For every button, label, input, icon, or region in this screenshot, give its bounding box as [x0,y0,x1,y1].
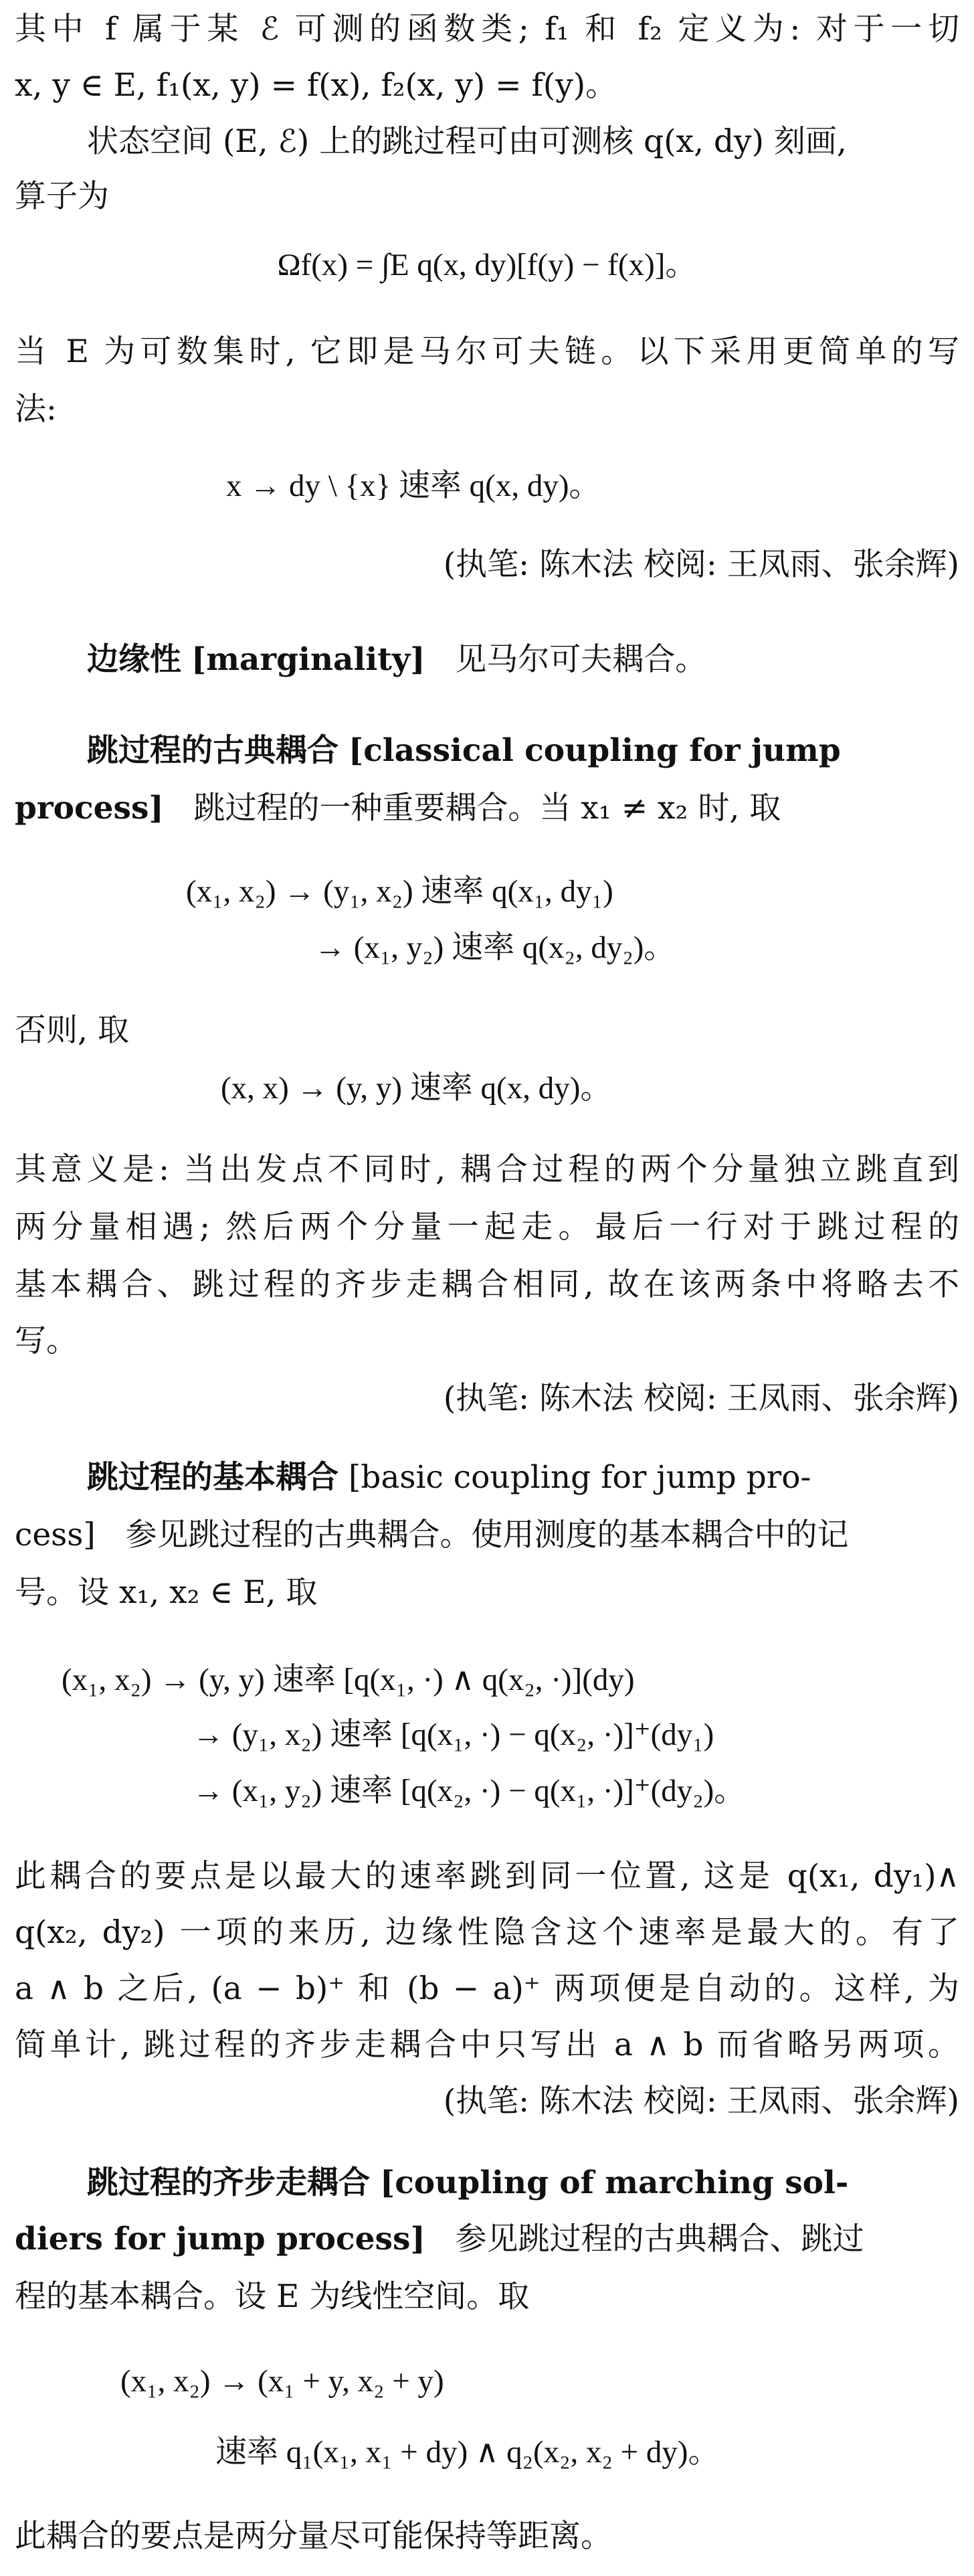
display-equation: 速率 q₁(x₁, x₁ + dy) ∧ q₂(x₂, x₂ + dy)。 [215,2435,720,2470]
credit-line: (执笔: 陈木法 校阅: 王凤雨、张余辉) [443,1380,959,1417]
text-line: 简单计, 跳过程的齐步走耦合中只写出 a ∧ b 而省略另两项。 [15,2027,959,2063]
entry-heading [87,636,959,684]
text-line: 否则, 取 [15,1012,129,1049]
entry-title-cn: 跳过程的齐步走耦合 [87,2164,370,2201]
text-line [15,2215,959,2263]
entry-title-cn: 边缘性 [87,641,181,678]
text-line: q(x₂, dy₂) 一项的来历, 边缘性隐含这个速率是最大的。有了 [15,1914,959,1951]
credit-line: (执笔: 陈木法 校阅: 王凤雨、张余辉) [443,2083,959,2120]
text-line: 状态空间 (E, ℰ) 上的跳过程可由可测核 q(x, dy) 刻画, [87,123,847,160]
text-line: 当 E 为可数集时, 它即是马尔可夫链。以下采用更简单的写 [15,333,959,370]
entry-heading [87,1454,959,1502]
text-line: 其中 f 属于某 ℰ 可测的函数类; f₁ 和 f₂ 定义为: 对于一切 [15,11,959,48]
entry-body: 跳过程的一种重要耦合。当 x₁ ≠ x₂ 时, 取 [193,790,781,827]
text-line [15,784,959,833]
entry-title-en: [classical coupling for jump [348,732,841,769]
text-line: 两分量相遇; 然后两个分量一起走。最后一行对于跳过程的 [15,1209,959,1246]
entry-title-en: process] [15,790,164,827]
text-line: 号。设 x₁, x₂ ∈ E, 取 [15,1574,318,1611]
text-line: 算子为 [15,178,109,215]
entry-heading [87,2159,959,2207]
entry-heading [87,727,959,775]
display-equation: Ωf(x) = ∫E q(x, dy)[f(y) − f(x)]。 [277,248,697,282]
text-line: 其意义是: 当出发点不同时, 耦合过程的两个分量独立跳直到 [15,1151,959,1188]
display-equation: (x, x) → (y, y) 速率 q(x, dy)。 [221,1071,612,1106]
text-line: x, y ∈ E, f₁(x, y) = f(x), f₂(x, y) = f(y)。 [15,67,617,104]
text-line [15,1511,959,1559]
entry-title-cn: 跳过程的基本耦合 [87,1459,338,1496]
display-equation: → (y₁, x₂) 速率 [q(x₁, ·) − q(x₂, ·)]⁺(dy₁) [193,1717,714,1752]
text-line: 写。 [15,1322,78,1359]
display-equation: x → dy \ {x} 速率 q(x, dy)。 [226,468,601,503]
credit-line: (执笔: 陈木法 校阅: 王凤雨、张余辉) [443,546,959,583]
text-line: 法: [15,391,57,428]
entry-title-cn: 跳过程的古典耦合 [87,732,338,769]
display-equation: (x₁, x₂) → (x₁ + y, x₂ + y) [120,2364,444,2399]
entry-title-en: diers for jump process] [15,2221,425,2257]
text-line: 此耦合的要点是两分量尽可能保持等距离。 [15,2518,612,2555]
entry-body: 参见跳过程的古典耦合、跳过 [455,2221,864,2257]
text-line: a ∧ b 之后, (a − b)⁺ 和 (b − a)⁺ 两项便是自动的。这样, 为 [15,1970,959,2007]
entry-body: 参见跳过程的古典耦合。使用测度的基本耦合中的记 [125,1517,849,1553]
entry-title-en: [coupling of marching sol- [379,2164,849,2201]
entry-title-en: cess] [15,1517,96,1553]
text-line: 基本耦合、跳过程的齐步走耦合相同, 故在该两条中将略去不 [15,1266,959,1303]
entry-body: 见马尔可夫耦合。 [455,641,707,678]
entry-title-en: [marginality] [191,641,425,678]
text-line: 程的基本耦合。设 E 为线性空间。取 [15,2278,530,2315]
entry-title-en: [basic coupling for jump pro- [348,1459,811,1496]
display-equation: (x₁, x₂) → (y, y) 速率 [q(x₁, ·) ∧ q(x₂, ·)](dy) [62,1662,635,1697]
display-equation: → (x₁, y₂) 速率 [q(x₂, ·) − q(x₁, ·)]⁺(dy₂)。 [193,1774,746,1808]
display-equation: → (x₁, y₂) 速率 q(x₂, dy₂)。 [314,930,676,965]
display-equation: (x₁, x₂) → (y₁, x₂) 速率 q(x₁, dy₁) [186,874,613,909]
text-line: 此耦合的要点是以最大的速率跳到同一位置, 这是 q(x₁, dy₁)∧ [15,1858,959,1895]
